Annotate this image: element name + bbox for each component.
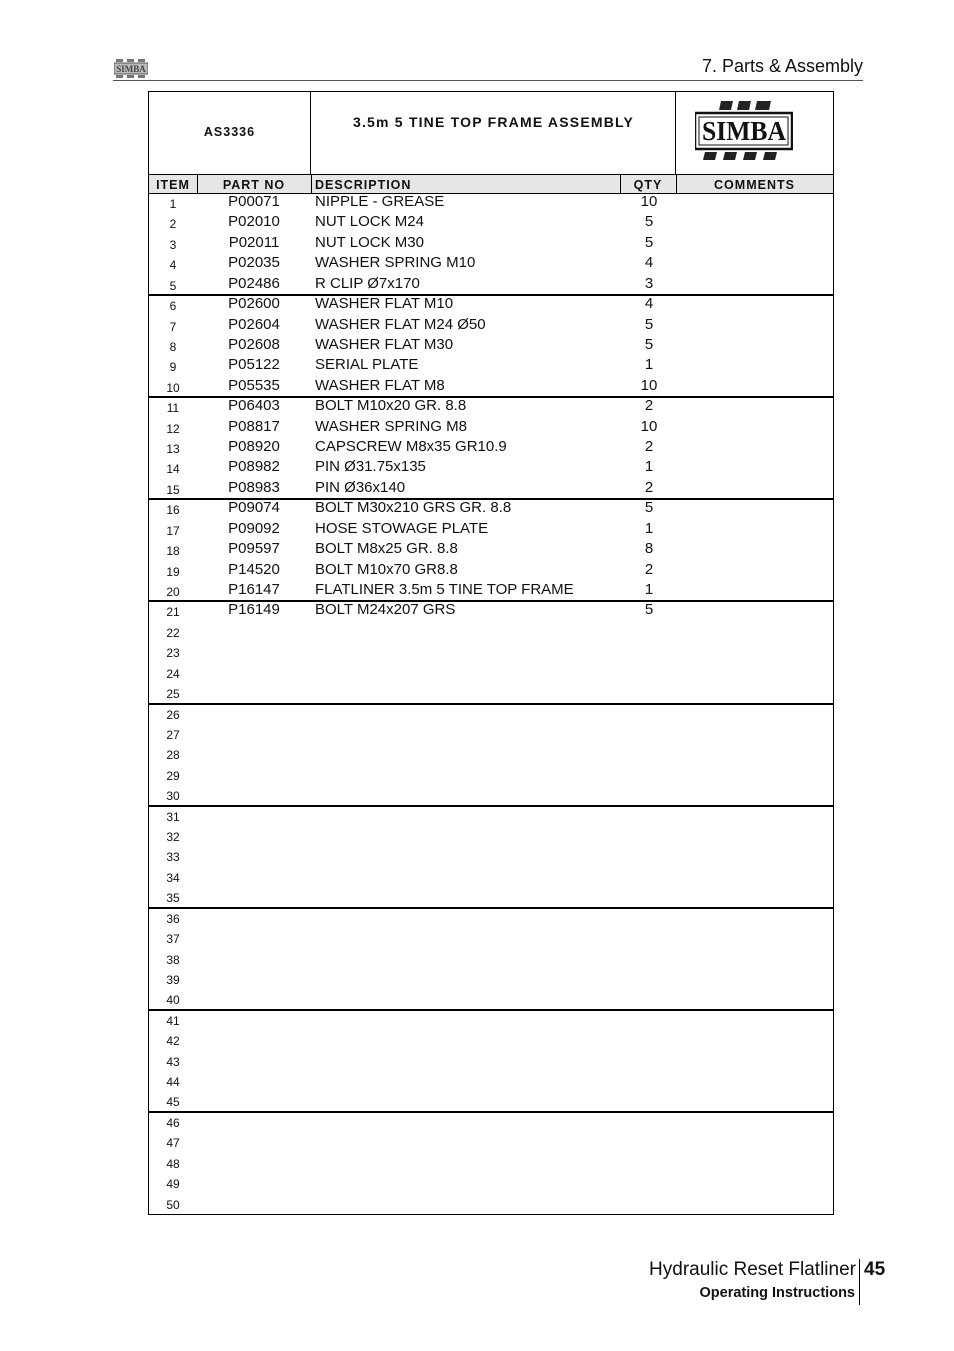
table-row xyxy=(149,785,833,805)
item-number: 16 xyxy=(166,503,180,518)
table-row xyxy=(149,295,833,315)
table-row xyxy=(149,397,833,417)
item-number: 44 xyxy=(166,1075,180,1090)
assembly-code-cell xyxy=(149,92,311,174)
part-description: BOLT M10x20 GR. 8.8 xyxy=(315,397,467,415)
part-number: P02486 xyxy=(228,274,280,292)
item-number: 41 xyxy=(166,1013,180,1028)
part-description: NIPPLE - GREASE xyxy=(315,193,445,210)
table-row xyxy=(149,601,833,621)
part-description: HOSE STOWAGE PLATE xyxy=(315,519,489,537)
footer-divider xyxy=(859,1259,860,1305)
item-number: 17 xyxy=(166,523,180,538)
item-number: 13 xyxy=(166,442,180,457)
item-number: 30 xyxy=(166,789,180,804)
table-row xyxy=(149,1010,833,1030)
table-row xyxy=(149,1173,833,1193)
part-description: BOLT M24x207 GRS xyxy=(315,601,456,619)
part-number: P05122 xyxy=(228,356,280,374)
item-number: 46 xyxy=(166,1115,180,1130)
table-row xyxy=(149,499,833,519)
item-number: 22 xyxy=(166,625,180,640)
item-number: 23 xyxy=(166,646,180,661)
item-number: 18 xyxy=(166,544,180,559)
table-row xyxy=(149,254,833,274)
part-description: PIN Ø36x140 xyxy=(315,478,406,496)
part-description: WASHER FLAT M30 xyxy=(315,335,454,353)
part-description: BOLT M30x210 GRS GR. 8.8 xyxy=(315,499,512,517)
part-description: WASHER SPRING M10 xyxy=(315,254,476,272)
item-number: 29 xyxy=(166,768,180,783)
table-row xyxy=(149,989,833,1009)
table-row xyxy=(149,1051,833,1071)
assembly-code: AS3336 xyxy=(203,125,256,139)
table-row xyxy=(149,193,833,213)
item-number: 33 xyxy=(166,850,180,865)
part-description: R CLIP Ø7x170 xyxy=(315,274,420,292)
simba-logo-small-text: SIMBA xyxy=(116,64,146,74)
item-number: 12 xyxy=(166,421,180,436)
part-quantity: 4 xyxy=(644,295,654,313)
part-number: P05535 xyxy=(228,376,280,394)
item-number: 38 xyxy=(166,952,180,967)
part-description: WASHER FLAT M24 Ø50 xyxy=(315,315,486,333)
part-number: P08817 xyxy=(228,417,280,435)
simba-logo-text: SIMBA xyxy=(702,116,787,146)
table-row xyxy=(149,969,833,989)
part-quantity: 5 xyxy=(644,315,654,333)
part-quantity: 10 xyxy=(640,417,658,435)
part-number: P02608 xyxy=(228,335,280,353)
table-row xyxy=(149,949,833,969)
item-number: 50 xyxy=(166,1197,180,1212)
col-qty: QTY xyxy=(633,178,663,192)
table-row xyxy=(149,234,833,254)
table-row xyxy=(149,704,833,724)
table-row xyxy=(149,581,833,601)
item-number: 21 xyxy=(166,605,180,620)
item-number: 47 xyxy=(166,1136,180,1151)
item-number: 39 xyxy=(166,972,180,987)
table-row xyxy=(149,642,833,662)
item-number: 2 xyxy=(169,217,177,232)
page-number: 45 xyxy=(864,1259,886,1280)
part-quantity: 2 xyxy=(644,397,654,415)
part-quantity: 2 xyxy=(644,438,654,456)
part-quantity: 1 xyxy=(644,519,654,537)
table-row xyxy=(149,724,833,744)
item-number: 9 xyxy=(169,360,177,375)
part-number: P16149 xyxy=(228,601,280,619)
assembly-title: 3.5m 5 TINE TOP FRAME ASSEMBLY xyxy=(312,92,676,174)
table-row xyxy=(149,356,833,376)
table-row xyxy=(149,1091,833,1111)
simba-logo-small xyxy=(114,59,148,78)
part-description: BOLT M10x70 GR8.8 xyxy=(315,560,458,578)
item-number: 10 xyxy=(166,380,180,395)
item-number: 48 xyxy=(166,1156,180,1171)
table-row xyxy=(149,806,833,826)
table-row xyxy=(149,826,833,846)
table-row xyxy=(149,744,833,764)
table-row xyxy=(149,275,833,295)
part-quantity: 2 xyxy=(644,478,654,496)
item-number: 36 xyxy=(166,911,180,926)
table-row xyxy=(149,663,833,683)
part-quantity: 5 xyxy=(644,601,654,619)
part-quantity: 5 xyxy=(644,213,654,231)
table-row xyxy=(149,1153,833,1173)
col-part-no: PART NO xyxy=(222,178,286,192)
part-description: PIN Ø31.75x135 xyxy=(315,458,426,476)
item-number: 19 xyxy=(166,564,180,579)
footer-subtitle: Operating Instructions xyxy=(699,1285,855,1301)
part-description: NUT LOCK M24 xyxy=(315,213,424,231)
table-row xyxy=(149,1071,833,1091)
part-number: P08982 xyxy=(228,458,280,476)
part-description: NUT LOCK M30 xyxy=(315,233,424,251)
parts-table xyxy=(148,91,834,1215)
item-number: 24 xyxy=(166,666,180,681)
table-row xyxy=(149,458,833,478)
part-description: WASHER SPRING M8 xyxy=(315,417,467,435)
item-number: 3 xyxy=(169,237,177,252)
table-row xyxy=(149,846,833,866)
table-row xyxy=(149,928,833,948)
col-item: ITEM xyxy=(156,178,190,192)
title-row xyxy=(149,92,833,174)
item-number: 35 xyxy=(166,891,180,906)
item-number: 26 xyxy=(166,707,180,722)
section-title: 7. Parts & Assembly xyxy=(701,56,863,76)
part-number: P02604 xyxy=(228,315,280,333)
part-number: P02035 xyxy=(228,254,280,272)
item-number: 27 xyxy=(166,727,180,742)
part-quantity: 1 xyxy=(644,458,654,476)
part-description: CAPSCREW M8x35 GR10.9 xyxy=(315,438,507,456)
table-row xyxy=(149,418,833,438)
table-row xyxy=(149,336,833,356)
table-row xyxy=(149,1112,833,1132)
part-description: SERIAL PLATE xyxy=(315,356,419,374)
item-number: 45 xyxy=(166,1095,180,1110)
table-row xyxy=(149,867,833,887)
item-number: 6 xyxy=(169,299,177,314)
item-number: 8 xyxy=(169,339,177,354)
table-row xyxy=(149,316,833,336)
item-number: 14 xyxy=(166,462,180,477)
table-row xyxy=(149,213,833,233)
table-row xyxy=(149,438,833,458)
table-row xyxy=(149,1132,833,1152)
part-quantity: 2 xyxy=(644,560,654,578)
part-number: P09092 xyxy=(228,519,280,537)
part-quantity: 1 xyxy=(644,356,654,374)
part-quantity: 3 xyxy=(644,274,654,292)
part-number: P08920 xyxy=(228,438,280,456)
part-number: P02600 xyxy=(228,295,280,313)
part-quantity: 5 xyxy=(644,233,654,251)
table-row xyxy=(149,479,833,499)
part-number: P16147 xyxy=(228,580,280,598)
part-quantity: 1 xyxy=(644,580,654,598)
table-row xyxy=(149,377,833,397)
table-row xyxy=(149,765,833,785)
part-description: FLATLINER 3.5m 5 TINE TOP FRAME xyxy=(315,580,574,598)
part-quantity: 8 xyxy=(644,540,654,558)
item-number: 7 xyxy=(169,319,177,334)
part-number: P06403 xyxy=(228,397,280,415)
item-number: 37 xyxy=(166,932,180,947)
item-number: 4 xyxy=(169,258,177,273)
part-description: WASHER FLAT M10 xyxy=(315,295,454,313)
part-number: P09074 xyxy=(228,499,280,517)
item-number: 42 xyxy=(166,1034,180,1049)
table-row xyxy=(149,683,833,703)
part-number: P09597 xyxy=(228,540,280,558)
item-number: 20 xyxy=(166,584,180,599)
part-number: P00071 xyxy=(228,193,280,210)
item-number: 1 xyxy=(169,197,177,211)
part-number: P14520 xyxy=(228,560,280,578)
part-quantity: 5 xyxy=(644,499,654,517)
part-description: BOLT M8x25 GR. 8.8 xyxy=(315,540,458,558)
part-number: P08983 xyxy=(228,478,280,496)
col-comments: COMMENTS xyxy=(714,178,795,192)
table-row xyxy=(149,1030,833,1050)
item-number: 40 xyxy=(166,993,180,1008)
table-row xyxy=(149,887,833,907)
col-divider xyxy=(311,175,312,193)
item-number: 5 xyxy=(169,278,177,293)
part-quantity: 10 xyxy=(640,193,658,210)
table-row xyxy=(149,520,833,540)
item-number: 28 xyxy=(166,748,180,763)
item-number: 15 xyxy=(166,482,180,497)
item-number: 31 xyxy=(166,809,180,824)
part-number: P02011 xyxy=(228,233,280,251)
part-quantity: 10 xyxy=(640,376,658,394)
part-number: P02010 xyxy=(228,213,280,231)
column-header-row xyxy=(149,174,833,194)
item-number: 34 xyxy=(166,870,180,885)
simba-logo xyxy=(695,98,793,162)
part-description: WASHER FLAT M8 xyxy=(315,376,445,394)
table-row xyxy=(149,622,833,642)
table-row xyxy=(149,1194,833,1214)
part-quantity: 5 xyxy=(644,335,654,353)
item-number: 43 xyxy=(166,1054,180,1069)
item-number: 11 xyxy=(166,401,180,416)
table-row xyxy=(149,561,833,581)
footer-title: Hydraulic Reset Flatliner xyxy=(649,1259,856,1280)
col-description: DESCRIPTION xyxy=(315,178,412,192)
part-quantity: 4 xyxy=(644,254,654,272)
item-number: 32 xyxy=(166,830,180,845)
header-rule xyxy=(113,80,863,81)
item-number: 49 xyxy=(166,1177,180,1192)
table-row xyxy=(149,540,833,560)
table-row xyxy=(149,908,833,928)
item-number: 25 xyxy=(166,687,180,702)
